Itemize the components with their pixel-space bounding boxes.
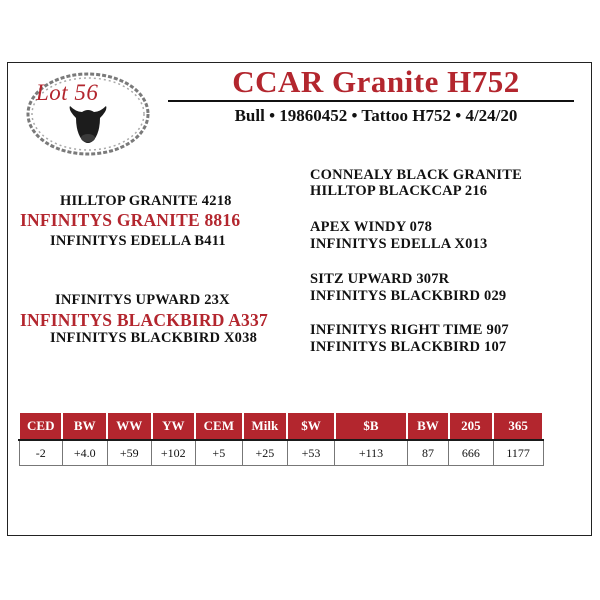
epd-value-205: 666: [449, 440, 494, 466]
epd-header-milk: Milk: [243, 412, 288, 440]
epd-value-365: 1177: [493, 440, 543, 466]
epd-table: [18, 411, 544, 466]
epd-value-ced: -2: [19, 440, 62, 466]
ggs-sire-sire: CONNEALY BLACK GRANITE: [310, 167, 523, 183]
sire: INFINITYS GRANITE 8816: [20, 210, 241, 230]
animal-details: Bull • 19860452 • Tattoo H752 • 4/24/20: [234, 106, 518, 125]
paternal-granddam: INFINITYS EDELLA B411: [50, 233, 226, 249]
animal-name: CCAR Granite H752: [232, 64, 520, 99]
bull-head-icon: [70, 106, 107, 143]
ggs-sire-dam: APEX WINDY 078: [310, 219, 433, 235]
ggs-dam-dam: INFINITYS RIGHT TIME 907: [310, 322, 509, 338]
epd-value-row: [19, 440, 543, 466]
lot-label: Lot 56: [36, 80, 99, 105]
epd-value-ww: +59: [107, 440, 152, 466]
epd-header-bw: BW: [62, 412, 107, 440]
epd-header-ww: WW: [107, 412, 152, 440]
epd-value-dollar-w: +53: [287, 440, 335, 466]
epd-header-cem: CEM: [195, 412, 243, 440]
epd-header-ced: CED: [19, 412, 62, 440]
ggd-dam-dam: INFINITYS BLACKBIRD 107: [310, 339, 507, 355]
ggd-dam-sire: INFINITYS BLACKBIRD 029: [310, 288, 507, 304]
epd-header-actual-bw: BW: [407, 412, 448, 440]
epd-header-row: [19, 412, 543, 440]
maternal-granddam: INFINITYS BLACKBIRD X038: [50, 330, 258, 346]
epd-value-dollar-b: +113: [335, 440, 407, 466]
epd-header-dollar-b: $B: [335, 412, 407, 440]
dam: INFINITYS BLACKBIRD A337: [20, 310, 268, 330]
epd-value-yw: +102: [152, 440, 195, 466]
epd-header-dollar-w: $W: [287, 412, 335, 440]
epd-header-365: 365: [493, 412, 543, 440]
epd-value-bw: +4.0: [62, 440, 107, 466]
ggs-dam-sire: SITZ UPWARD 307R: [310, 271, 450, 287]
ggd-sire-dam: INFINITYS EDELLA X013: [310, 236, 488, 252]
paternal-grandsire: HILLTOP GRANITE 4218: [60, 193, 232, 209]
maternal-grandsire: INFINITYS UPWARD 23X: [55, 292, 230, 308]
epd-value-actual-bw: 87: [407, 440, 448, 466]
epd-header-205: 205: [449, 412, 494, 440]
epd-value-milk: +25: [243, 440, 288, 466]
epd-value-cem: +5: [195, 440, 243, 466]
ggd-sire-sire: HILLTOP BLACKCAP 216: [310, 183, 488, 199]
title-divider: [168, 100, 574, 102]
epd-header-yw: YW: [152, 412, 195, 440]
